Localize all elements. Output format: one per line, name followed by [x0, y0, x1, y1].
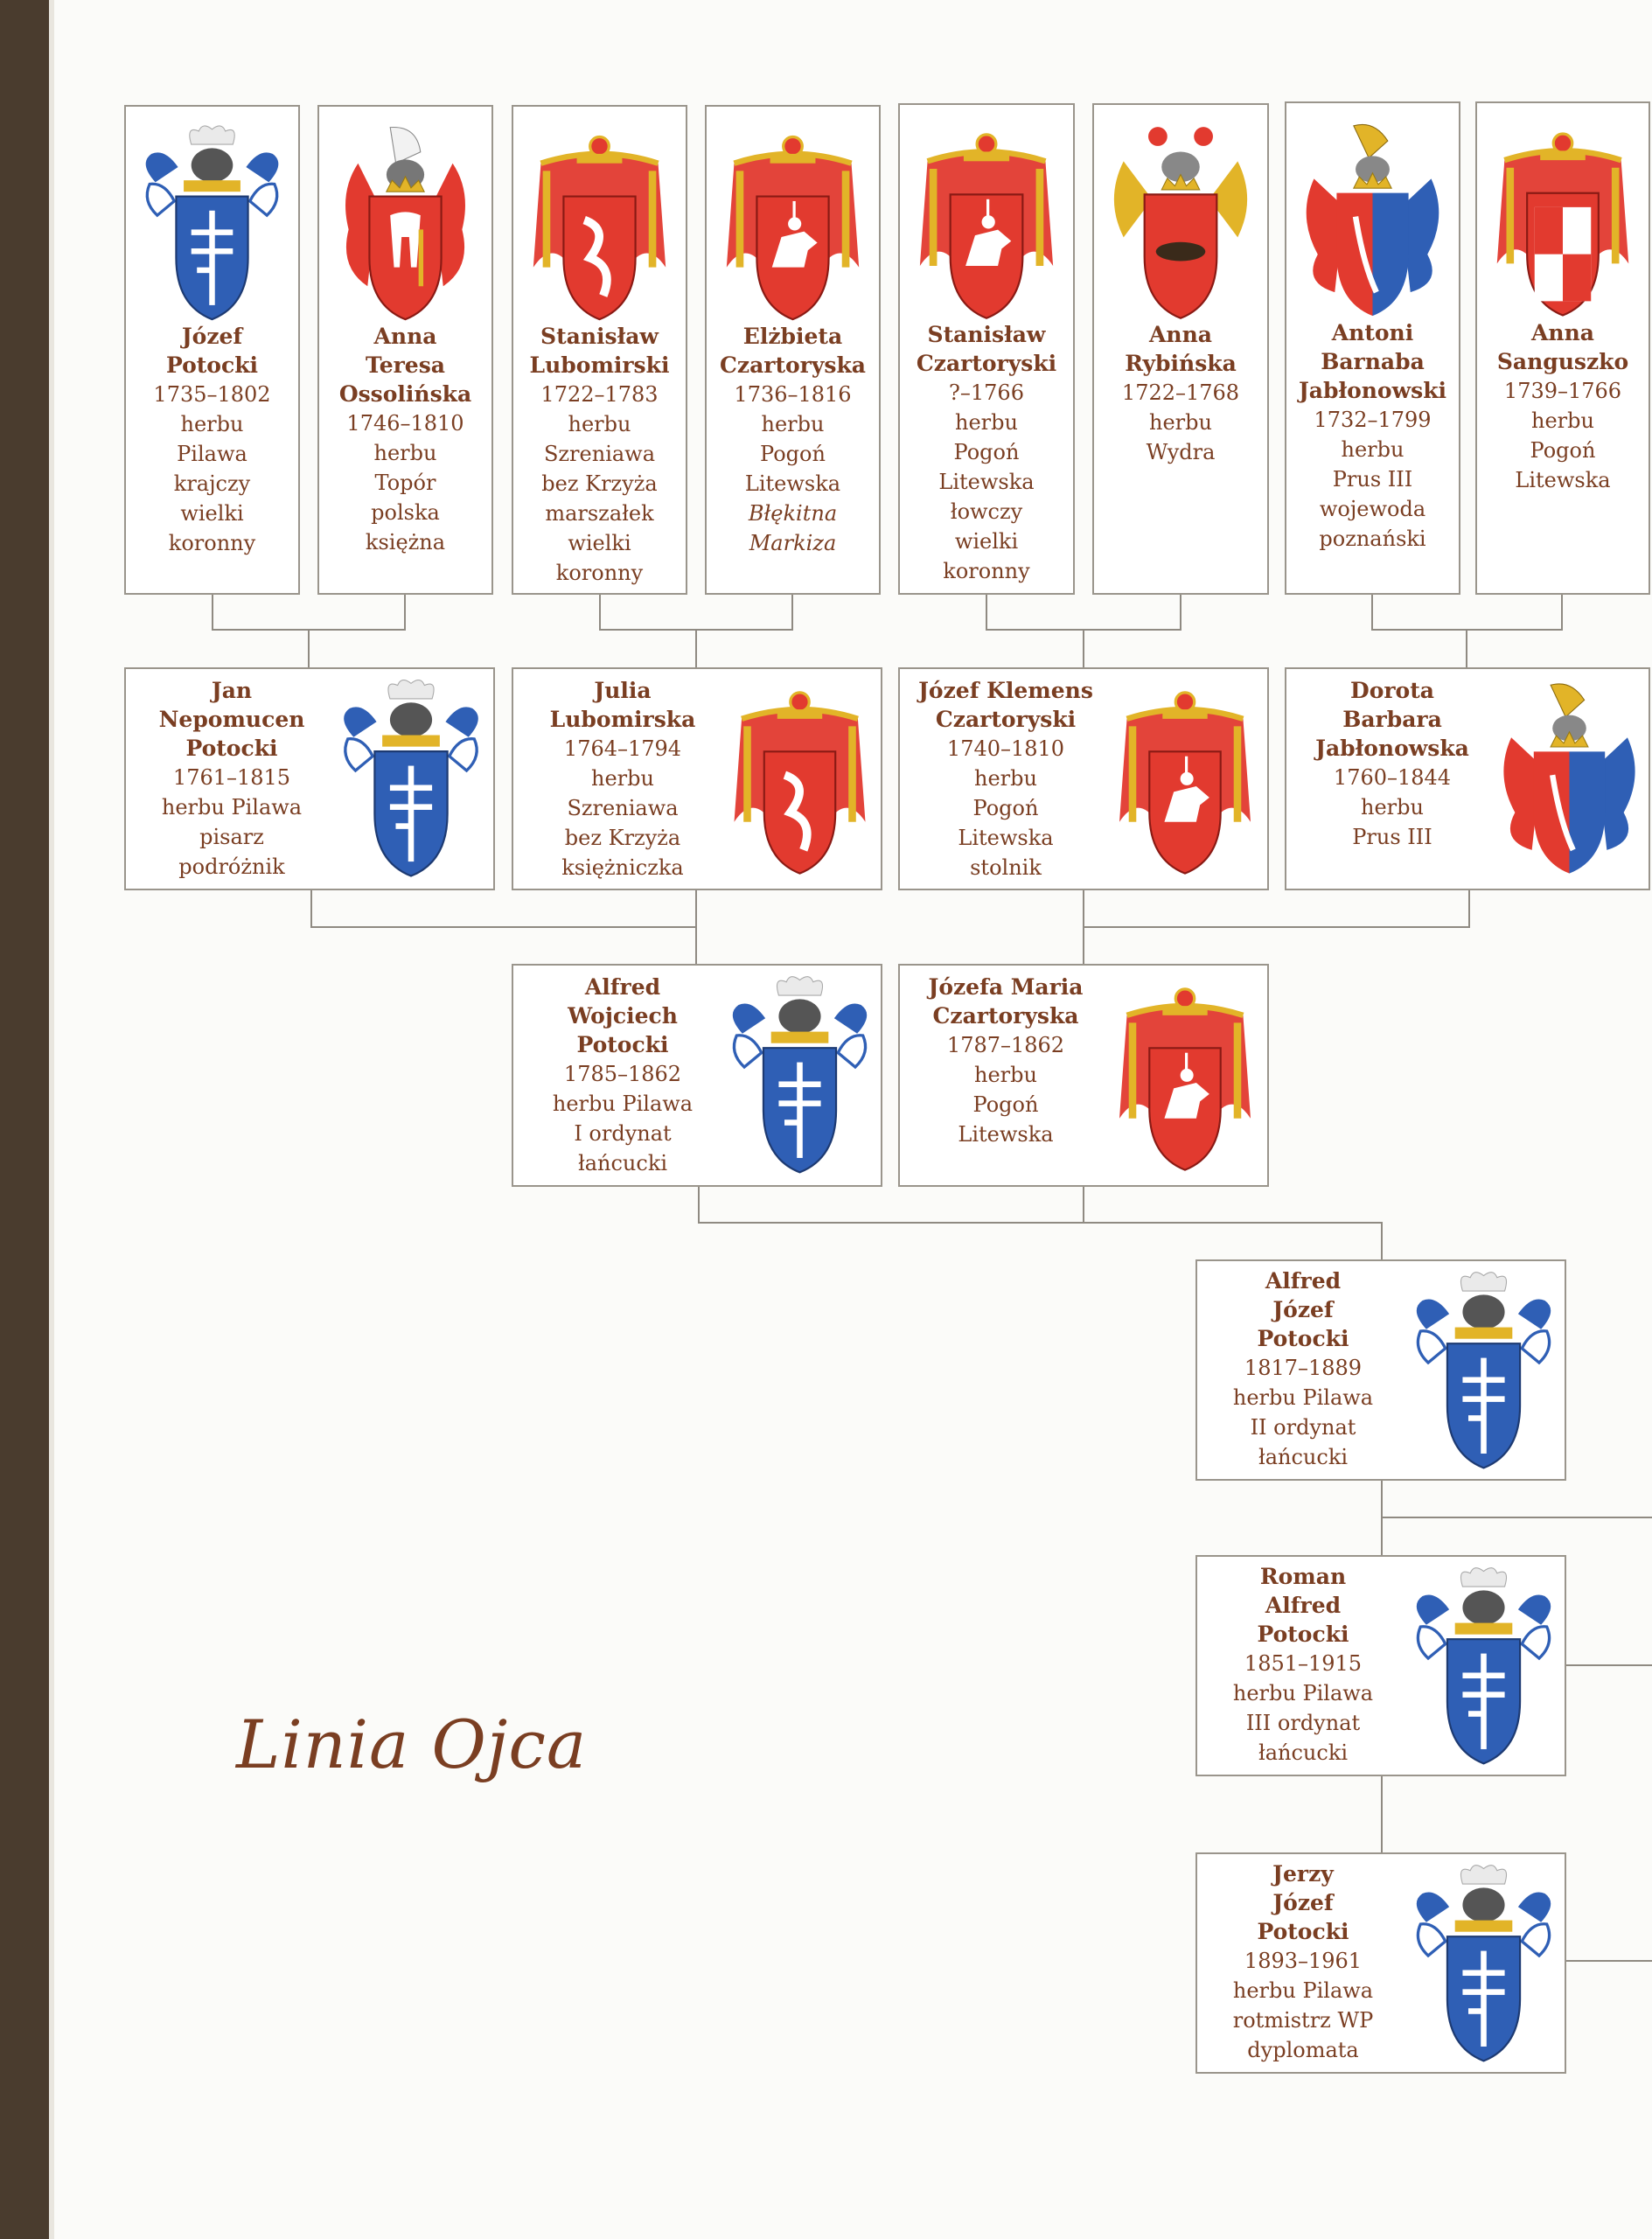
person-detail-line: 1893–1961 — [1244, 1949, 1363, 1973]
person-text — [1481, 318, 1645, 495]
person-name-line: Antoni — [1331, 320, 1414, 345]
person-detail-line: 1787–1862 — [946, 1033, 1065, 1057]
person-text — [522, 973, 723, 1178]
person-detail-line: 1817–1889 — [1244, 1356, 1363, 1380]
person-name-line: Czartoryski — [916, 351, 1057, 376]
person-detail-line: pisarz — [199, 825, 264, 849]
person-name-line: Elżbieta — [742, 324, 843, 349]
coat-of-arms-pilawa-icon — [723, 976, 876, 1177]
person-text — [1098, 320, 1264, 467]
person-name-line: Roman — [1259, 1564, 1347, 1589]
person-detail-line: poznański — [1319, 527, 1426, 551]
coat-of-arms-szreniawa-icon — [524, 115, 675, 334]
page-title: Linia Ojca — [236, 1705, 588, 1783]
person-text — [710, 322, 875, 558]
person-detail-line: herbu Pilawa — [552, 1092, 694, 1116]
person-card-anna-sanguszko — [1475, 101, 1650, 595]
person-detail-line: Wydra — [1146, 440, 1216, 464]
person-detail-line: polska — [371, 500, 440, 525]
person-detail-line: łańcucki — [1258, 1740, 1349, 1765]
person-card-alfred-wojciech-potocki — [512, 964, 882, 1187]
person-name-line: Potocki — [1257, 1919, 1349, 1944]
coat-of-arms-pilawa-icon — [332, 680, 490, 881]
connector-jablonowski-sanguszko — [1372, 595, 1562, 667]
coat-of-arms-prus-icon — [1297, 112, 1448, 331]
person-card-jan-nepomucen-potocki — [124, 667, 495, 890]
coat-of-arms-wydra-icon — [1105, 114, 1257, 332]
person-detail-line: Pogoń — [1530, 438, 1596, 463]
person-detail-line: herbu — [1361, 795, 1424, 820]
person-detail-line: herbu — [955, 410, 1018, 435]
person-detail-line: 1740–1810 — [946, 736, 1065, 761]
person-detail-line: bez Krzyża — [564, 826, 681, 850]
person-detail-line: dyplomata — [1247, 2038, 1359, 2062]
person-name-line: Potocki — [165, 352, 259, 378]
person-detail-line: Pogoń — [953, 440, 1020, 464]
person-detail-line: herbu — [974, 1063, 1037, 1087]
coat-of-arms-pilawa-icon — [136, 115, 288, 334]
person-card-alfred-jozef-potocki — [1195, 1259, 1566, 1481]
coat-of-arms-pogon-icon — [1106, 681, 1264, 878]
person-detail-line: bez Krzyża — [541, 471, 658, 496]
connector-gen2-right — [1084, 890, 1469, 964]
person-card-stanislaw-czartoryski — [898, 103, 1075, 595]
person-card-anna-ossolinska — [317, 105, 493, 595]
person-name-line: Potocki — [1257, 1326, 1349, 1351]
person-detail-line: herbu — [568, 412, 631, 436]
person-name-line: Nepomucen — [158, 707, 305, 732]
person-detail-line: łańcucki — [1258, 1445, 1349, 1469]
person-detail-line: 1732–1799 — [1314, 408, 1432, 432]
person-card-dorota-jablonowska — [1285, 667, 1650, 890]
person-detail-line: podróżnik — [178, 854, 285, 879]
person-detail-line: wielki — [954, 529, 1019, 554]
person-detail-line: Błękitna — [748, 501, 838, 526]
person-detail-line: łańcucki — [577, 1151, 668, 1175]
person-detail-line: łowczy — [950, 499, 1023, 524]
person-detail-line: herbu — [373, 441, 437, 465]
person-detail-line: Litewska — [958, 1122, 1054, 1147]
person-detail-line: herbu Pilawa — [1232, 1385, 1374, 1410]
person-detail-line: 1735–1802 — [153, 382, 271, 407]
person-detail-line: herbu Pilawa — [1232, 1681, 1374, 1705]
person-detail-line: marszałek — [545, 501, 654, 526]
person-detail-line: herbu Pilawa — [1232, 1978, 1374, 2003]
person-detail-line: wielki — [568, 531, 631, 555]
person-name-line: Czartoryska — [720, 352, 866, 378]
person-detail-line: Pogoń — [972, 1092, 1039, 1117]
person-detail-line: 1761–1815 — [172, 765, 291, 790]
person-name-line: Alfred — [584, 974, 661, 1000]
person-name-line: Barbara — [1342, 707, 1442, 732]
person-name-line: Teresa — [366, 352, 445, 378]
person-name-line: Potocki — [576, 1032, 669, 1057]
person-detail-line: koronny — [168, 531, 256, 555]
person-detail-line: III ordynat — [1245, 1711, 1361, 1735]
person-detail-line: Prus III — [1332, 467, 1413, 492]
person-name-line: Potocki — [1257, 1622, 1349, 1647]
person-card-elzbieta-czartoryska — [705, 105, 881, 595]
person-name-line: Potocki — [185, 736, 278, 761]
person-detail-line: herbu — [1341, 437, 1405, 462]
person-text — [905, 676, 1106, 882]
person-name-line: Józefa Maria — [928, 974, 1084, 1000]
person-name-line: Alfred — [1265, 1268, 1342, 1294]
person-name-line: Józef Klemens — [918, 678, 1093, 703]
coat-of-arms-pogon-icon — [717, 115, 868, 334]
person-card-roman-potocki — [1195, 1555, 1566, 1776]
person-detail-line: 1736–1816 — [734, 382, 852, 407]
person-detail-line: 1764–1794 — [563, 736, 682, 761]
coat-of-arms-pogon-icon — [1106, 978, 1264, 1175]
person-detail-line: herbu Pilawa — [161, 795, 303, 820]
person-name-line: Lubomirski — [529, 352, 670, 378]
person-detail-line: wojewoda — [1319, 497, 1426, 521]
person-detail-line: Szreniawa — [567, 796, 679, 820]
person-name-line: Wojciech — [568, 1003, 678, 1029]
person-detail-line: 1785–1862 — [563, 1062, 682, 1086]
person-detail-line: herbu — [1149, 410, 1212, 435]
person-detail-line: Prus III — [1352, 825, 1432, 849]
person-detail-line: 1722–1783 — [540, 382, 659, 407]
person-name-line: Dorota — [1350, 678, 1434, 703]
person-text — [1202, 1859, 1404, 2065]
person-name-line: Barnaba — [1321, 349, 1425, 374]
person-name-line: Ossolińska — [338, 381, 472, 407]
person-detail-line: księżniczka — [561, 855, 684, 880]
person-name-line: Julia — [594, 678, 652, 703]
person-detail-line: Litewska — [744, 471, 841, 496]
person-text — [1202, 1562, 1404, 1768]
person-detail-line: herbu — [761, 412, 825, 436]
connector-gen3 — [699, 1187, 1382, 1259]
person-text — [1292, 676, 1493, 852]
person-detail-line: stolnik — [970, 855, 1042, 880]
person-card-stanislaw-lubomirski — [512, 105, 687, 595]
person-name-line: Stanisław — [927, 322, 1046, 347]
person-name-line: Jabłonowski — [1298, 378, 1447, 403]
coat-of-arms-pogon-icon — [910, 114, 1063, 332]
person-text — [131, 676, 332, 882]
person-detail-line: Pilawa — [177, 442, 247, 466]
person-detail-line: 1760–1844 — [1333, 765, 1452, 790]
person-text — [903, 320, 1070, 586]
person-card-jozef-potocki — [124, 105, 300, 595]
person-name-line: Stanisław — [540, 324, 659, 349]
person-detail-line: Szreniawa — [543, 442, 656, 466]
person-name-line: Jerzy — [1272, 1861, 1334, 1887]
coat-of-arms-topor-icon — [330, 115, 481, 334]
person-name-line: Anna — [1149, 322, 1212, 347]
person-detail-line: Markiza — [749, 531, 837, 555]
person-detail-line: księżna — [365, 530, 446, 555]
person-detail-line: koronny — [555, 561, 644, 585]
person-detail-line: 1722–1768 — [1121, 380, 1240, 405]
connector-gen2-left — [311, 890, 696, 964]
person-name-line: Józef — [1272, 1890, 1334, 1915]
person-detail-line: Pogoń — [972, 796, 1039, 820]
person-detail-line: II ordynat — [1250, 1415, 1356, 1440]
coat-of-arms-sanguszko-icon — [1488, 112, 1638, 331]
person-detail-line: koronny — [943, 559, 1030, 583]
person-text — [1202, 1266, 1404, 1472]
person-text — [1290, 318, 1455, 554]
person-card-anna-rybinska — [1092, 103, 1269, 595]
person-name-line: Anna — [373, 324, 437, 349]
person-card-julia-lubomirska — [512, 667, 882, 890]
person-detail-line: 1851–1915 — [1244, 1651, 1363, 1676]
coat-of-arms-pilawa-icon — [1407, 1272, 1560, 1473]
person-detail-line: Litewska — [938, 470, 1035, 494]
connector-lubomirski-czartoryska — [600, 595, 792, 667]
person-detail-line: 1746–1810 — [346, 411, 464, 436]
coat-of-arms-prus-icon — [1493, 681, 1646, 878]
connector-potocki-ossolinska — [213, 595, 405, 667]
person-text — [323, 322, 488, 557]
person-name-line: Józef — [181, 324, 243, 349]
person-name-line: Sanguszko — [1496, 349, 1629, 374]
person-detail-line: 1739–1766 — [1503, 379, 1622, 403]
person-text — [522, 676, 723, 882]
person-detail-line: ?–1766 — [949, 380, 1024, 405]
person-text — [905, 973, 1106, 1149]
person-card-jerzy-potocki — [1195, 1852, 1566, 2074]
person-card-jozef-klemens-czartoryski — [898, 667, 1269, 890]
coat-of-arms-szreniawa-icon — [723, 681, 876, 878]
person-detail-line: krajczy — [173, 471, 251, 496]
person-card-jozefa-czartoryska — [898, 964, 1269, 1187]
person-detail-line: Litewska — [1515, 468, 1611, 492]
person-detail-line: wielki — [180, 501, 244, 526]
person-name-line: Józef — [1272, 1297, 1334, 1322]
person-name-line: Lubomirska — [549, 707, 696, 732]
person-detail-line: herbu — [180, 412, 244, 436]
person-name-line: Alfred — [1265, 1593, 1342, 1618]
person-text — [129, 322, 295, 558]
coat-of-arms-pilawa-icon — [1407, 1865, 1560, 2066]
person-name-line: Rybińska — [1125, 351, 1237, 376]
person-detail-line: rotmistrz WP — [1232, 2008, 1374, 2033]
person-card-antoni-jablonowski — [1285, 101, 1460, 595]
person-name-line: Jan — [211, 678, 253, 703]
person-name-line: Jabłonowska — [1315, 736, 1469, 761]
person-detail-line: herbu — [974, 766, 1037, 791]
connector-gen4 — [1382, 1481, 1652, 1555]
person-detail-line: herbu — [591, 766, 654, 791]
person-name-line: Czartoryska — [932, 1003, 1079, 1029]
person-detail-line: herbu — [1531, 408, 1594, 433]
person-detail-line: Pogoń — [760, 442, 826, 466]
connector-czartoryski-rybinska — [986, 595, 1181, 667]
person-detail-line: I ordynat — [574, 1121, 672, 1146]
person-name-line: Anna — [1531, 320, 1594, 345]
coat-of-arms-pilawa-icon — [1407, 1567, 1560, 1768]
person-name-line: Czartoryski — [935, 707, 1077, 732]
person-text — [517, 322, 682, 588]
person-detail-line: Topór — [374, 471, 436, 495]
person-detail-line: Litewska — [958, 826, 1054, 850]
